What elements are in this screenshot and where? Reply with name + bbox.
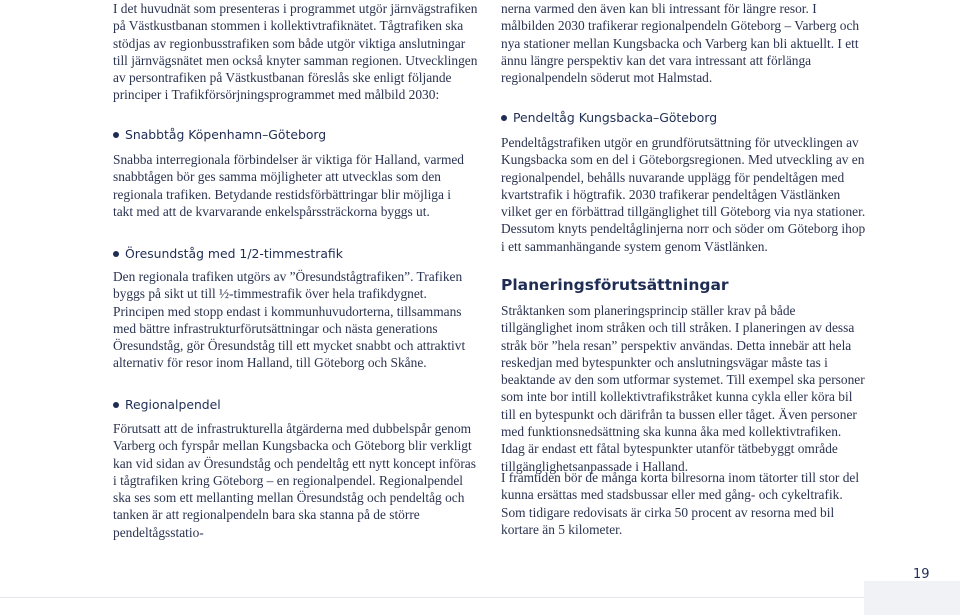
continuation-paragraph: nerna varmed den även kan bli intressant för längre resor. I målbilden 2030 trafikerar regionalpendeln Göteborg – Varberg och nya stationer mellan Kungsbacka och Varberg kan bli aktuellt. I ett ännu längre perspektiv kan det vara intressant att förlänga regionalpendeln söderut mot Halmstad.	[501, 1, 860, 86]
planning-paragraph: Stråktanken som planeringsprincip ställer krav på både tillgänglighet inom stråken och till stråken. I planeringen av dessa stråk bör ”hela resan” perspektiv användas. Detta innebär att hela reskedjan med bytespunkter och anslutningsvägar måste tas i beaktande av den som utformar systemet. Till exempel ska personer som inte bor intill kollektivtrafikstråket kunna cykla eller köra bil till en bytespunkt och därifrån ta bussen eller tåget. Även personer med funktionsnedsättning ska kunna åka med kollektivtrafiken. Idag är endast ett fåtal bytespunkter utanför tätbebyggt område tillgänglighetsanpassade i Halland.	[501, 303, 865, 474]
bullet-icon	[113, 402, 119, 408]
section-text-snabbtag: Snabba interregionala förbindelser är viktiga för Halland, varmed snabbtågen bör ges samma möjligheter att utvecklas som den regionala trafiken. Betydande restidsförbättringar blir möjliga i takt med att de kvarvarande enkelspårssträckorna byggs ut.	[113, 152, 465, 219]
intro-paragraph: I det huvudnät som presenteras i programmet utgör järnvägstrafiken på Västkustbanan stommen i kollektivtrafiknätet. Tågtrafiken ska stödjas av regionbusstrafiken som både utgör viktiga anslutningar till järnvägsnätet men också knyter samman regionen. Utvecklingen av persontrafiken på Västkustbanan föreslås ske enligt följande principer i Trafikförsörjningsprogrammet med målbild 2030:	[113, 1, 478, 103]
section-text-regionalpendel: Förutsatt att de infrastrukturella åtgärderna med dubbelspår genom Varberg och fyrspår mellan Kungsbacka och Göteborg blir verkligt kan vid sidan av Öresundståg och pendeltåg ett nytt koncept införas i tågtrafiken kring Göteborg – en regionalpendel. Regionalpendel ska ses som ett mellanting mellan Öresundståg och pendeltåg och tanken är att regionalpendeln bara ska stanna på de större pendeltågsstatio-	[113, 421, 476, 540]
section-heading-label: Öresundståg med 1/2-timmestrafik	[125, 246, 343, 261]
planning-title: Planeringsförutsättningar	[501, 276, 729, 294]
page-number: 19	[913, 567, 930, 582]
section-heading-label: Snabbtåg Köpenhamn–Göteborg	[125, 127, 327, 142]
bullet-icon	[113, 251, 119, 257]
page-corner-tab	[864, 581, 960, 615]
footer-rule	[0, 597, 960, 598]
future-paragraph: I framtiden bör de många korta bilresorna inom tätorter till stor del kunna ersättas med stadsbussar eller med gång- och cykeltrafik. Som tidigare redovisats är cirka 50 procent av resorna med bil kortare än 5 kilometer.	[501, 470, 860, 537]
section-text-pendeltag: Pendeltågstrafiken utgör en grundförutsättning för utvecklingen av Kungsbacka som en del i Göteborgsregionen. Med utveckling av en regionalpendel, behålls nuvarande upplägg för pendeltågen med kvartstrafik i högtrafik. 2030 trafikerar pendeltågen Västlänken vilket ger en förbättrad tillgänglighet till Göteborg via nya stationer. Dessutom knyts pendeltåglinjerna norr och söder om Göteborg ihop i ett sammanhängande system genom Västlänken.	[501, 135, 866, 254]
section-heading-label: Regionalpendel	[125, 397, 221, 412]
bullet-icon	[113, 132, 119, 138]
section-heading-oresundstag	[113, 246, 343, 261]
section-heading-pendeltag	[501, 110, 717, 125]
section-text-oresundstag: Den regionala trafiken utgörs av ”Öresundstågtrafiken”. Trafiken byggs på sikt ut till ½-timmestrafik över hela trafikdygnet. Principen med stopp endast i kommunhuvudorterna, tillsammans med bättre infrastrukturförutsättningar och nästa generations Öresundståg, gör Öresundståg till ett mycket snabbt och attraktivt alternativ för resor inom Halland, till Göteborg och Skåne.	[113, 269, 466, 371]
section-heading-label: Pendeltåg Kungsbacka–Göteborg	[513, 110, 718, 125]
section-heading-regionalpendel	[113, 397, 221, 412]
bullet-icon	[501, 115, 507, 121]
section-heading-snabbtag	[113, 127, 326, 142]
